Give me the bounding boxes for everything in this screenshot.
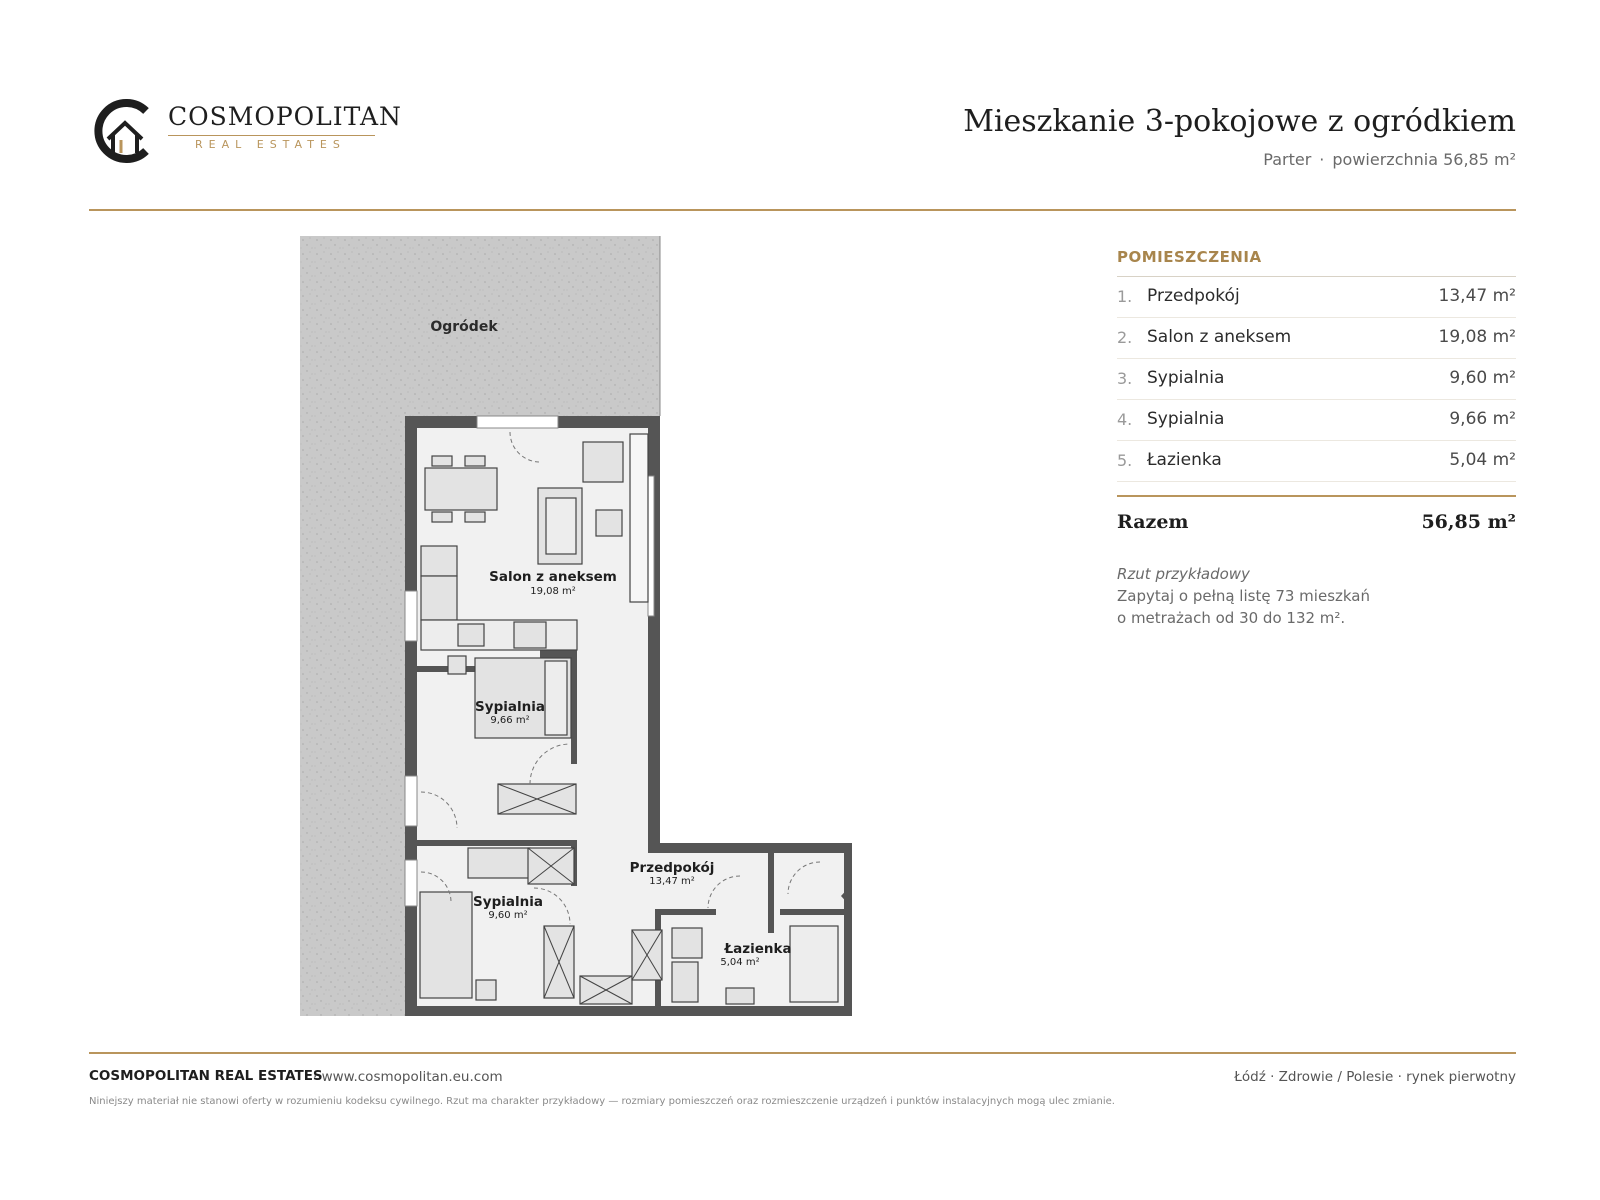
room-label-sypialnia-2: Sypialnia [473, 894, 543, 910]
room-area-lazienka: 5,04 m² [720, 957, 760, 968]
room-area-przedpokoj: 13,47 m² [649, 876, 695, 887]
list-item [1117, 318, 1516, 359]
list-item [1117, 277, 1516, 318]
room-area-salon: 19,08 m² [530, 586, 576, 597]
brand-logo [90, 95, 402, 165]
footer-location: Łódź · Zdrowie / Polesie · rynek pierwotny [1234, 1069, 1516, 1085]
floor-plan [300, 236, 860, 1016]
list-item-name: Łazienka [1147, 450, 1222, 470]
floor-label: Parter [1263, 150, 1312, 169]
note-line-2: o metrażach od 30 do 132 m². [1117, 609, 1346, 627]
list-item-number: 4. [1117, 410, 1133, 429]
house-logo-icon [90, 95, 160, 165]
total-value: 56,85 m² [1421, 511, 1516, 533]
list-item-number: 5. [1117, 451, 1133, 470]
list-item-name: Salon z aneksem [1147, 327, 1292, 347]
list-item-number: 2. [1117, 328, 1133, 347]
document-subtitle [1263, 150, 1516, 169]
list-item [1117, 359, 1516, 400]
total-area-label: powierzchnia 56,85 m² [1332, 150, 1516, 169]
list-item-number: 1. [1117, 287, 1133, 306]
header-divider [89, 209, 1516, 211]
note-line-1: Zapytaj o pełną listę 73 mieszkań [1117, 587, 1371, 605]
legal-disclaimer: Niniejszy materiał nie stanowi oferty w rozumieniu kodeksu cywilnego. Rzut ma charakter przykładowy — rozmiary pomieszczeń oraz rozmieszczenie urządzeń i punktów instalacyjnych mogą ulec zmianie. [89, 1096, 1115, 1107]
list-item-name: Przedpokój [1147, 286, 1240, 306]
armchair [583, 442, 623, 482]
list-item-name: Sypialnia [1147, 409, 1225, 429]
list-item-area: 5,04 m² [1449, 450, 1516, 470]
room-label-salon: Salon z aneksem [489, 569, 617, 585]
room-label-lazienka: Łazienka [724, 941, 792, 957]
floor-plan-drawing [300, 236, 860, 1016]
list-item [1117, 400, 1516, 441]
list-item [1117, 441, 1516, 482]
brand-divider [168, 135, 375, 136]
list-item-area: 9,60 m² [1449, 368, 1516, 388]
total-row [1117, 497, 1516, 543]
room-area-sypialnia-1: 9,66 m² [490, 715, 530, 726]
bed-bedroom-2 [420, 892, 472, 998]
brand-tagline: REAL ESTATES [195, 138, 346, 151]
list-item-area: 9,66 m² [1449, 409, 1516, 429]
room-list-heading: POMIESZCZENIA [1117, 248, 1516, 277]
room-area-sypialnia-2: 9,60 m² [488, 910, 528, 921]
total-label: Razem [1117, 511, 1189, 533]
list-item-name: Sypialnia [1147, 368, 1225, 388]
list-item-number: 3. [1117, 369, 1133, 388]
plan-note [1117, 563, 1516, 629]
note-title: Rzut przykładowy [1117, 565, 1250, 583]
footer-website-link[interactable]: · www.cosmopolitan.eu.com [313, 1069, 503, 1085]
footer-brand: COSMOPOLITAN REAL ESTATES [89, 1068, 323, 1084]
subtitle-separator: · [1319, 150, 1325, 169]
garden-label: Ogródek [430, 319, 498, 335]
room-label-sypialnia-1: Sypialnia [475, 699, 545, 715]
brand-name: COSMOPOLITAN [168, 102, 402, 131]
document-title: Mieszkanie 3-pokojowe z ogródkiem [963, 104, 1516, 139]
list-item-area: 13,47 m² [1438, 286, 1516, 306]
footer-divider [89, 1052, 1516, 1054]
dining-table [425, 468, 497, 510]
room-label-przedpokoj: Przedpokój [629, 860, 715, 876]
list-item-area: 19,08 m² [1438, 327, 1516, 347]
room-list [1117, 248, 1516, 629]
bathtub [790, 926, 838, 1002]
